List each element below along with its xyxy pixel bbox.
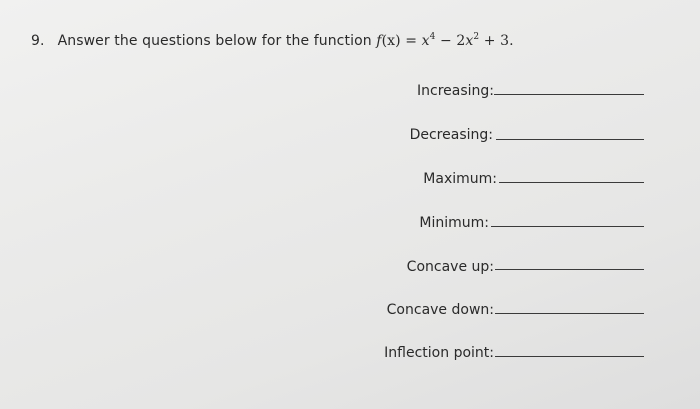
term1-exponent: 4 [429,32,436,42]
function-name: f [376,33,382,49]
term2-exponent: 2 [473,32,480,42]
minimum-answer-blank[interactable] [491,226,644,227]
function-variable: (x) [381,33,401,49]
field-row-minimum [300,215,489,233]
decreasing-answer-blank[interactable] [496,139,644,140]
increasing-answer-blank[interactable] [494,94,644,95]
concave-down-label: Concave down: [386,302,494,318]
increasing-label: Increasing: [417,83,494,99]
concave-up-answer-blank[interactable] [495,269,644,270]
field-row-concave-down [300,302,494,320]
field-row-maximum [300,171,497,189]
question-number: 9. [31,33,45,49]
question-prompt [31,33,514,49]
field-row-inflection-point [300,345,494,363]
concave-down-answer-blank[interactable] [495,313,644,314]
minus-coefficient: − 2 [435,33,466,49]
constant-term: + 3. [479,33,514,49]
minimum-label: Minimum: [419,215,489,231]
function-expression [376,33,513,49]
inflection-point-answer-blank[interactable] [495,356,644,357]
maximum-answer-blank[interactable] [499,182,644,183]
field-row-decreasing [300,127,493,145]
field-row-concave-up [300,259,494,277]
question-text: Answer the questions below for the function [57,33,372,49]
maximum-label: Maximum: [423,171,497,187]
term2-base: x [465,33,474,49]
decreasing-label: Decreasing: [409,127,493,143]
term1-base: x [421,33,430,49]
equals-sign: = [400,33,422,49]
inflection-point-label: Inflection point: [384,345,494,361]
concave-up-label: Concave up: [406,259,494,275]
field-row-increasing [300,83,494,101]
